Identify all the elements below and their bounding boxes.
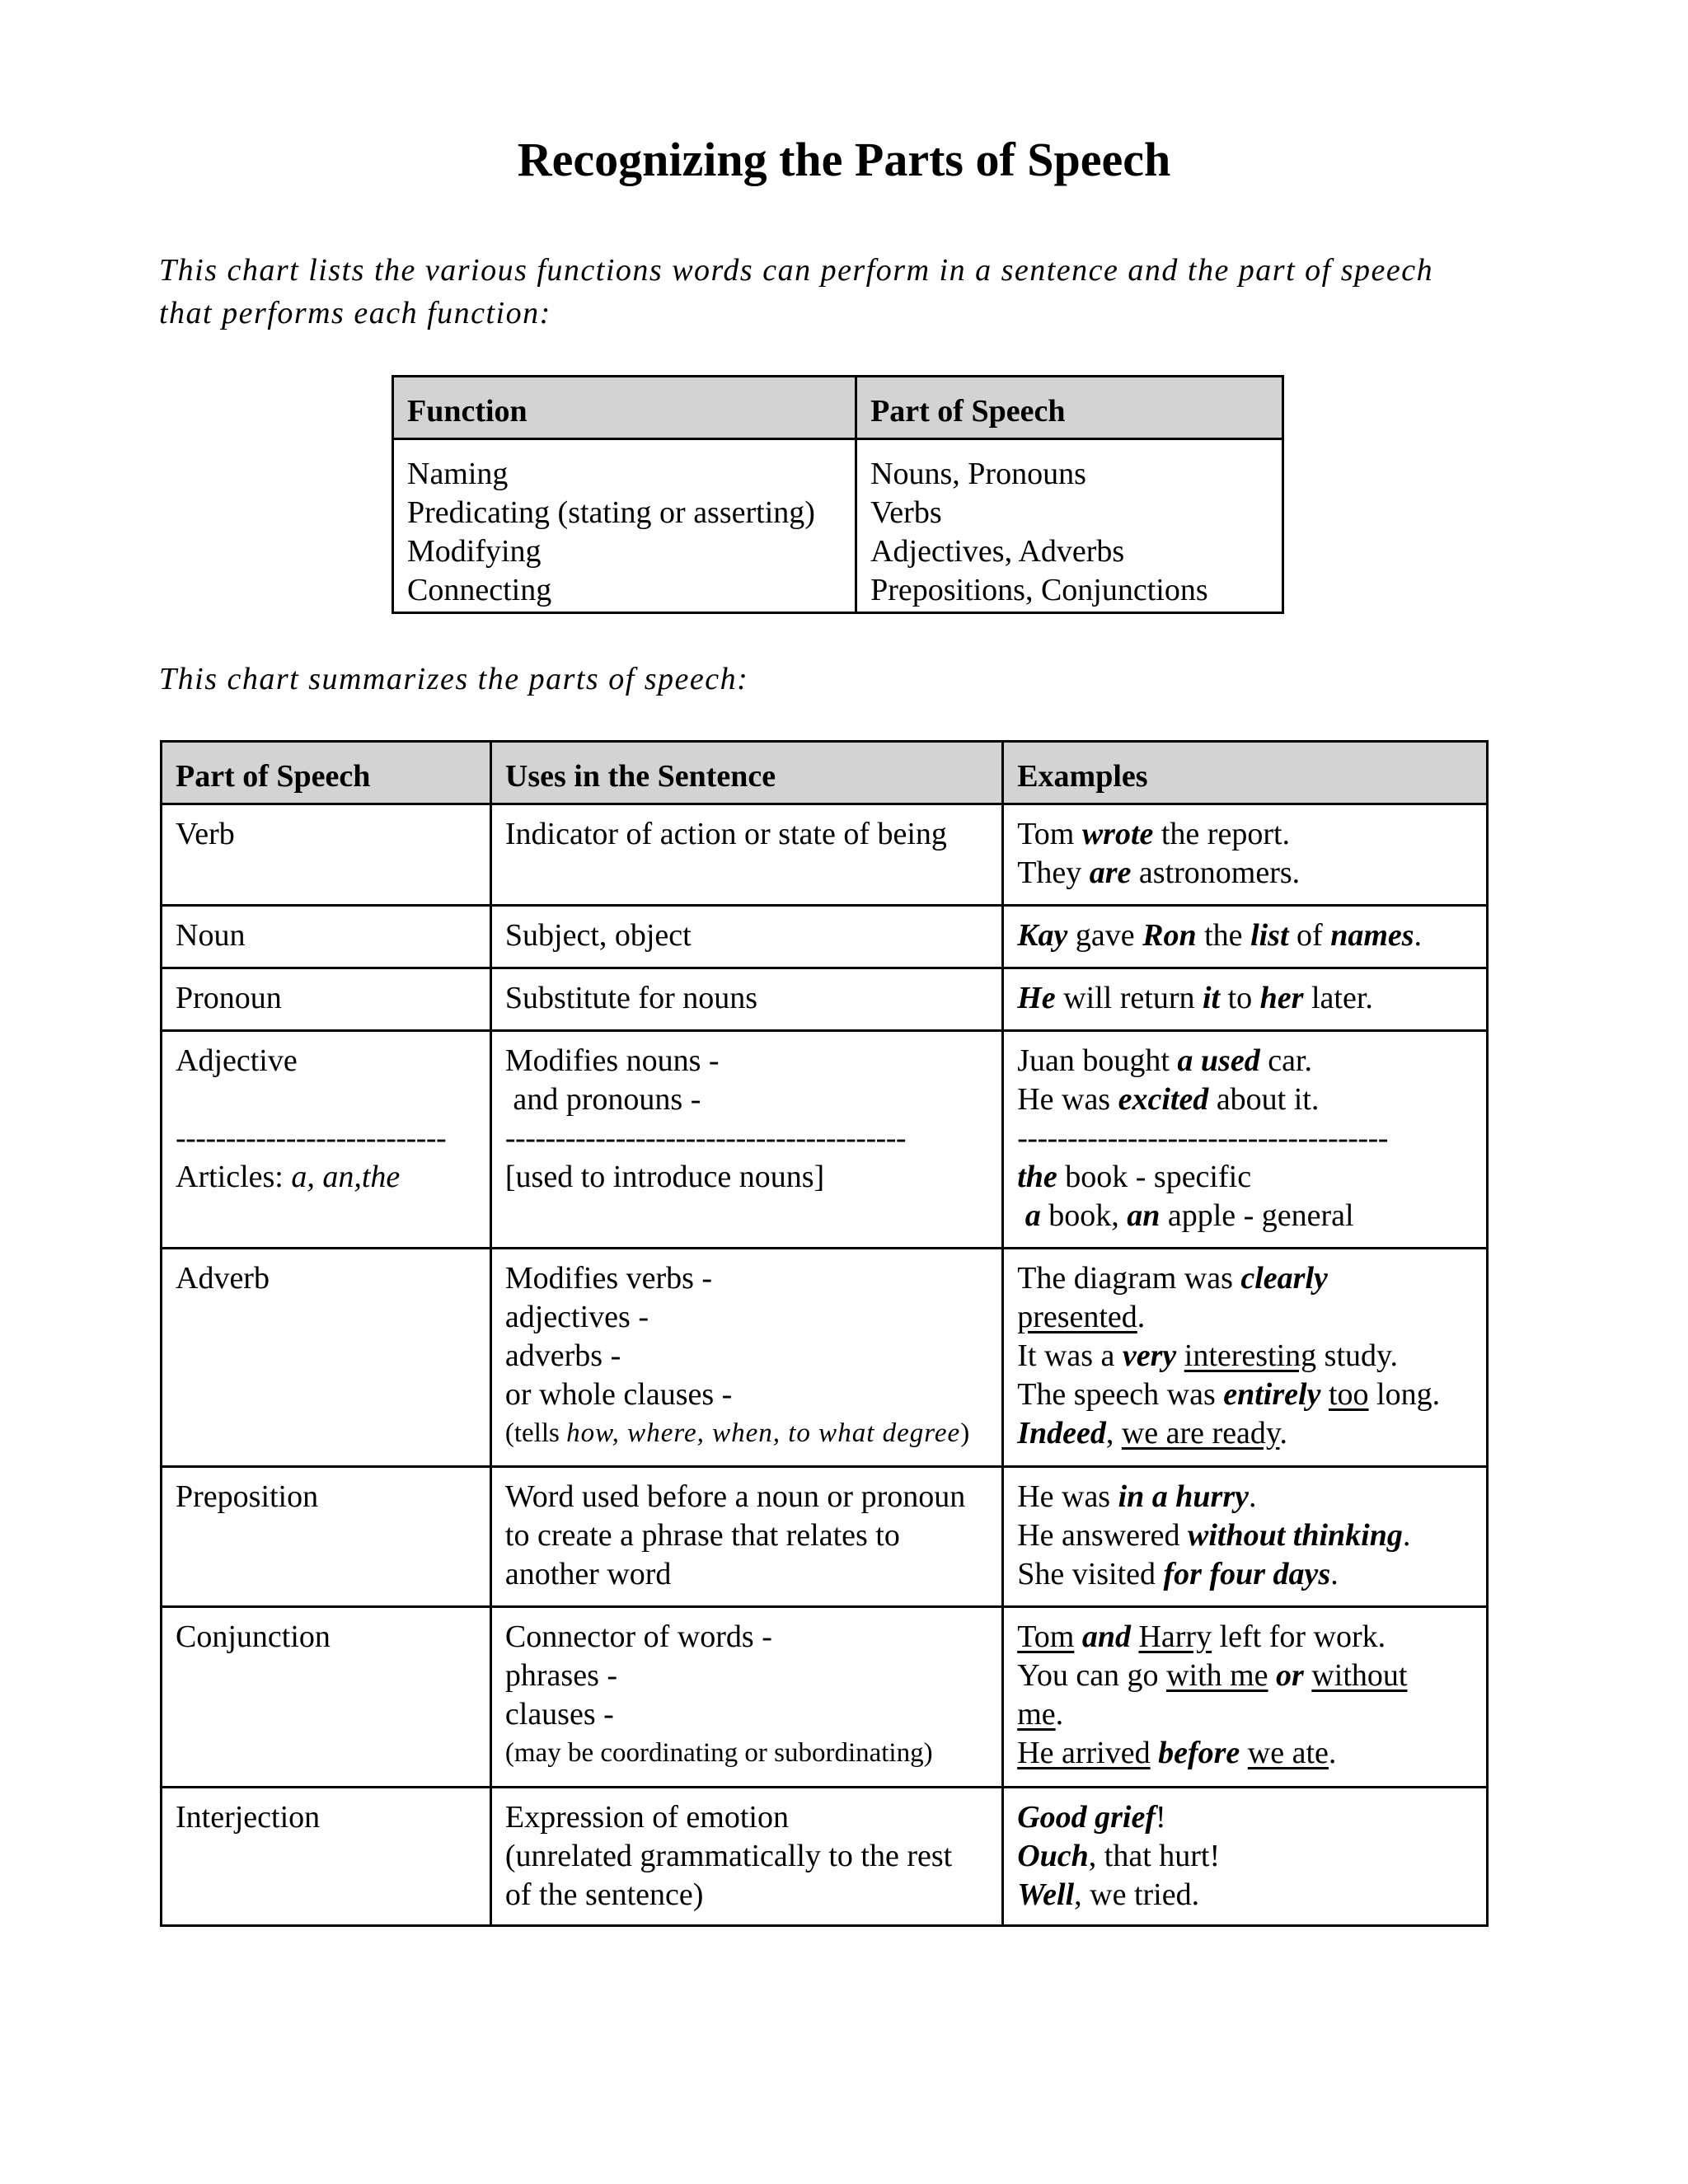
- function-item: Connecting: [407, 573, 552, 607]
- table-row: [162, 1467, 1488, 1607]
- uses-line: of the sentence): [504, 1877, 704, 1912]
- part-item: Nouns, Pronouns: [870, 457, 1086, 491]
- uses-line: Word used before a noun or pronoun: [504, 1479, 966, 1514]
- header-uses: Uses in the Sentence: [490, 742, 1002, 804]
- example-text: [1017, 1198, 1025, 1233]
- example-text: [1074, 1619, 1082, 1654]
- example-text: left for work.: [1212, 1619, 1386, 1654]
- intro-line: This chart lists the various functions words can perform in a sentence and the part of speech: [159, 253, 1434, 288]
- divider-dashes: -------------------------------------: [1017, 1121, 1388, 1155]
- part-cell: Preposition: [162, 1467, 491, 1607]
- uses-line: adverbs -: [504, 1338, 621, 1373]
- intro-line: that performs each function:: [159, 296, 551, 330]
- example-text: [1176, 1338, 1184, 1373]
- example-line: [1017, 916, 1474, 955]
- example-text: book - specific: [1057, 1160, 1252, 1194]
- example-highlight: excited: [1118, 1082, 1209, 1117]
- uses-line: to create a phrase that relates to: [504, 1518, 900, 1553]
- part-cell: Interjection: [162, 1788, 491, 1926]
- function-item: Modifying: [407, 534, 542, 569]
- function-item: Predicating (stating or asserting): [407, 495, 815, 530]
- articles-list: a, an,the: [291, 1160, 401, 1194]
- example-text: the: [1196, 918, 1251, 953]
- example-text: [1240, 1736, 1248, 1770]
- example-line: [1017, 1876, 1474, 1915]
- example-line: [1017, 979, 1474, 1018]
- examples-cell: [1003, 1607, 1488, 1788]
- table-row: [393, 439, 1283, 613]
- example-line: [1017, 1798, 1474, 1837]
- example-text: to: [1220, 981, 1260, 1015]
- example-highlight: Well: [1017, 1877, 1075, 1912]
- example-text: You can go: [1017, 1658, 1167, 1693]
- example-text: He answered: [1017, 1518, 1188, 1553]
- note-text: ): [960, 1418, 970, 1448]
- part-list: [856, 439, 1283, 613]
- note-italic: how, where, when, to what degree: [566, 1418, 961, 1448]
- uses-line: or whole clauses -: [504, 1377, 733, 1412]
- uses-cell: [490, 1607, 1002, 1788]
- example-highlight: Good grief: [1017, 1800, 1156, 1835]
- example-text: He was: [1017, 1479, 1118, 1514]
- example-text: car.: [1259, 1043, 1312, 1078]
- example-line: [1017, 1259, 1474, 1298]
- example-highlight: before: [1158, 1736, 1240, 1770]
- examples-cell: [1003, 1031, 1488, 1249]
- part-item: Prepositions, Conjunctions: [870, 573, 1208, 607]
- example-line: [1017, 1376, 1474, 1414]
- uses-line: adjectives -: [504, 1300, 649, 1334]
- table-row: [162, 1249, 1488, 1467]
- divider-dashes: ---------------------------: [176, 1121, 447, 1155]
- example-text: , that hurt!: [1088, 1839, 1221, 1873]
- example-highlight: entirely: [1223, 1377, 1321, 1412]
- example-text: .: [1249, 1479, 1257, 1514]
- uses-cell: Subject, object: [490, 906, 1002, 968]
- example-text: .: [1279, 1416, 1287, 1451]
- header-part-of-speech: Part of Speech: [162, 742, 491, 804]
- example-text: study.: [1316, 1338, 1399, 1373]
- uses-cell: [490, 1031, 1002, 1249]
- example-text: will return: [1055, 981, 1203, 1015]
- example-highlight: a used: [1177, 1043, 1260, 1078]
- example-line: [1017, 1695, 1474, 1734]
- part-cell: Conjunction: [162, 1607, 491, 1788]
- part-cell: Adverb: [162, 1249, 491, 1467]
- example-underlined: interesting: [1184, 1338, 1317, 1373]
- example-text: !: [1156, 1800, 1166, 1835]
- uses-line: and pronouns -: [504, 1082, 701, 1117]
- part-item: Verbs: [870, 495, 942, 530]
- uses-line: Modifies verbs -: [504, 1261, 713, 1296]
- table-row: [162, 804, 1488, 906]
- example-text: They: [1017, 855, 1090, 890]
- example-line: [1017, 1337, 1474, 1376]
- uses-line: phrases -: [504, 1658, 618, 1693]
- examples-cell: [1003, 906, 1488, 968]
- example-line: [1017, 1657, 1474, 1695]
- example-highlight: names: [1330, 918, 1414, 953]
- example-text: She visited: [1017, 1557, 1164, 1591]
- uses-cell: [490, 804, 1002, 906]
- example-text: [1268, 1658, 1277, 1693]
- summary-table: [160, 740, 1489, 1927]
- example-text: [1304, 1658, 1312, 1693]
- function-item: Naming: [407, 457, 509, 491]
- example-highlight: Indeed: [1017, 1416, 1106, 1451]
- blank-line: [176, 1080, 477, 1119]
- example-line: [1017, 1298, 1474, 1337]
- examples-cell: [1003, 1467, 1488, 1607]
- part-item: Adjectives, Adverbs: [870, 534, 1125, 569]
- example-text: , we tried.: [1074, 1877, 1200, 1912]
- example-text: Juan bought: [1017, 1043, 1178, 1078]
- example-highlight: Ouch: [1017, 1839, 1089, 1873]
- example-highlight: Kay: [1017, 918, 1068, 953]
- example-line: [1017, 1837, 1474, 1876]
- example-underlined: with me: [1166, 1658, 1268, 1693]
- example-text: book,: [1040, 1198, 1128, 1233]
- part-cell: Noun: [162, 906, 491, 968]
- header-part-of-speech: Part of Speech: [856, 377, 1283, 439]
- uses-cell: Substitute for nouns: [490, 968, 1002, 1031]
- uses-line: Expression of emotion: [504, 1800, 789, 1835]
- example-underlined: He arrived: [1017, 1736, 1151, 1770]
- example-text: gave: [1067, 918, 1143, 953]
- example-text: .: [1414, 918, 1423, 953]
- header-examples: Examples: [1003, 742, 1488, 804]
- example-underlined: without: [1311, 1658, 1408, 1693]
- part-cell: [162, 1031, 491, 1249]
- example-text: [1151, 1736, 1159, 1770]
- table-row: [162, 906, 1488, 968]
- example-highlight: it: [1202, 981, 1221, 1015]
- example-line: [1017, 1618, 1474, 1657]
- example-text: .: [1328, 1736, 1337, 1770]
- uses-line: Connector of words -: [504, 1619, 772, 1654]
- example-text: He was: [1017, 1082, 1118, 1117]
- table-header-row: [393, 377, 1283, 439]
- example-line: [1017, 1516, 1474, 1555]
- table-row: [162, 968, 1488, 1031]
- uses-cell: [490, 1467, 1002, 1607]
- example-highlight: very: [1122, 1338, 1177, 1373]
- example-line: [1017, 1158, 1474, 1197]
- table-row: [162, 1031, 1488, 1249]
- example-highlight: Ron: [1142, 918, 1197, 953]
- examples-cell: [1003, 1788, 1488, 1926]
- example-highlight: her: [1259, 981, 1304, 1015]
- example-highlight: the: [1017, 1160, 1057, 1194]
- example-line: [1017, 1734, 1474, 1773]
- example-highlight: or: [1276, 1658, 1304, 1693]
- part-cell: Verb: [162, 804, 491, 906]
- uses-line: (unrelated grammatically to the rest: [504, 1839, 953, 1873]
- example-highlight: clearly: [1240, 1261, 1328, 1296]
- header-function: Function: [393, 377, 856, 439]
- uses-note: (may be coordinating or subordinating): [504, 1738, 933, 1768]
- example-underlined: we ate: [1247, 1736, 1329, 1770]
- example-underlined: presented: [1017, 1300, 1137, 1334]
- example-highlight: list: [1250, 918, 1289, 953]
- function-list: [393, 439, 856, 613]
- example-text: Tom: [1017, 817, 1082, 851]
- divider-dashes: ----------------------------------------: [504, 1121, 907, 1155]
- articles-line: [176, 1158, 477, 1197]
- uses-line: Modifies nouns -: [504, 1043, 720, 1078]
- uses-line: clauses -: [504, 1697, 614, 1732]
- table-row: [162, 1607, 1488, 1788]
- uses-cell: [490, 1249, 1002, 1467]
- example-text: .: [1137, 1300, 1146, 1334]
- examples-cell: [1003, 804, 1488, 906]
- articles-label: Articles:: [176, 1160, 292, 1194]
- example-highlight: wrote: [1081, 817, 1154, 851]
- example-line: [1017, 854, 1474, 893]
- example-highlight: a: [1025, 1198, 1041, 1233]
- part-cell: Pronoun: [162, 968, 491, 1031]
- example-line: [1017, 1197, 1474, 1235]
- intro-paragraph-2: This chart summarizes the parts of speech:: [159, 662, 749, 696]
- example-highlight: without thinking: [1187, 1518, 1403, 1553]
- page-title: Recognizing the Parts of Speech: [517, 133, 1171, 186]
- example-text: of: [1288, 918, 1331, 953]
- example-line: [1017, 1414, 1474, 1453]
- example-text: about it.: [1208, 1082, 1320, 1117]
- example-highlight: for four days: [1163, 1557, 1331, 1591]
- example-underlined: too: [1328, 1377, 1369, 1412]
- example-text: .: [1055, 1697, 1064, 1732]
- example-text: It was a: [1017, 1338, 1123, 1373]
- uses-line: [used to introduce nouns]: [504, 1160, 825, 1194]
- example-text: later.: [1303, 981, 1373, 1015]
- example-line: [1017, 1555, 1474, 1594]
- example-line: [1017, 1478, 1474, 1516]
- example-line: [1017, 815, 1474, 854]
- example-text: .: [1402, 1518, 1411, 1553]
- example-text: long.: [1368, 1377, 1441, 1412]
- example-text: ,: [1105, 1416, 1122, 1451]
- example-highlight: and: [1081, 1619, 1131, 1654]
- part-label: Adjective: [176, 1043, 298, 1078]
- note-text: (tells: [504, 1418, 567, 1448]
- example-highlight: an: [1127, 1198, 1160, 1233]
- example-underlined: we are ready: [1121, 1416, 1280, 1451]
- function-table: [392, 375, 1284, 614]
- example-text: The speech was: [1017, 1377, 1224, 1412]
- example-highlight: are: [1089, 855, 1132, 890]
- example-text: apple - general: [1160, 1198, 1354, 1233]
- uses-cell: [490, 1788, 1002, 1926]
- example-text: the report.: [1153, 817, 1291, 851]
- example-text: The diagram was: [1017, 1261, 1241, 1296]
- intro-paragraph-1: [159, 249, 1643, 335]
- table-header-row: [162, 742, 1488, 804]
- examples-cell: [1003, 968, 1488, 1031]
- example-highlight: He: [1017, 981, 1056, 1015]
- example-underlined: Harry: [1138, 1619, 1212, 1654]
- uses-note: [505, 1414, 989, 1453]
- uses-line: Indicator of action or state of being: [504, 817, 947, 851]
- example-text: [1320, 1377, 1329, 1412]
- example-highlight: in a hurry: [1118, 1479, 1249, 1514]
- uses-line: another word: [504, 1557, 672, 1591]
- table-row: [162, 1788, 1488, 1926]
- example-underlined: me: [1017, 1697, 1056, 1732]
- example-text: .: [1330, 1557, 1339, 1591]
- example-line: [1017, 1080, 1474, 1119]
- examples-cell: [1003, 1249, 1488, 1467]
- example-line: [1017, 1042, 1474, 1080]
- example-underlined: Tom: [1017, 1619, 1075, 1654]
- example-text: astronomers.: [1131, 855, 1301, 890]
